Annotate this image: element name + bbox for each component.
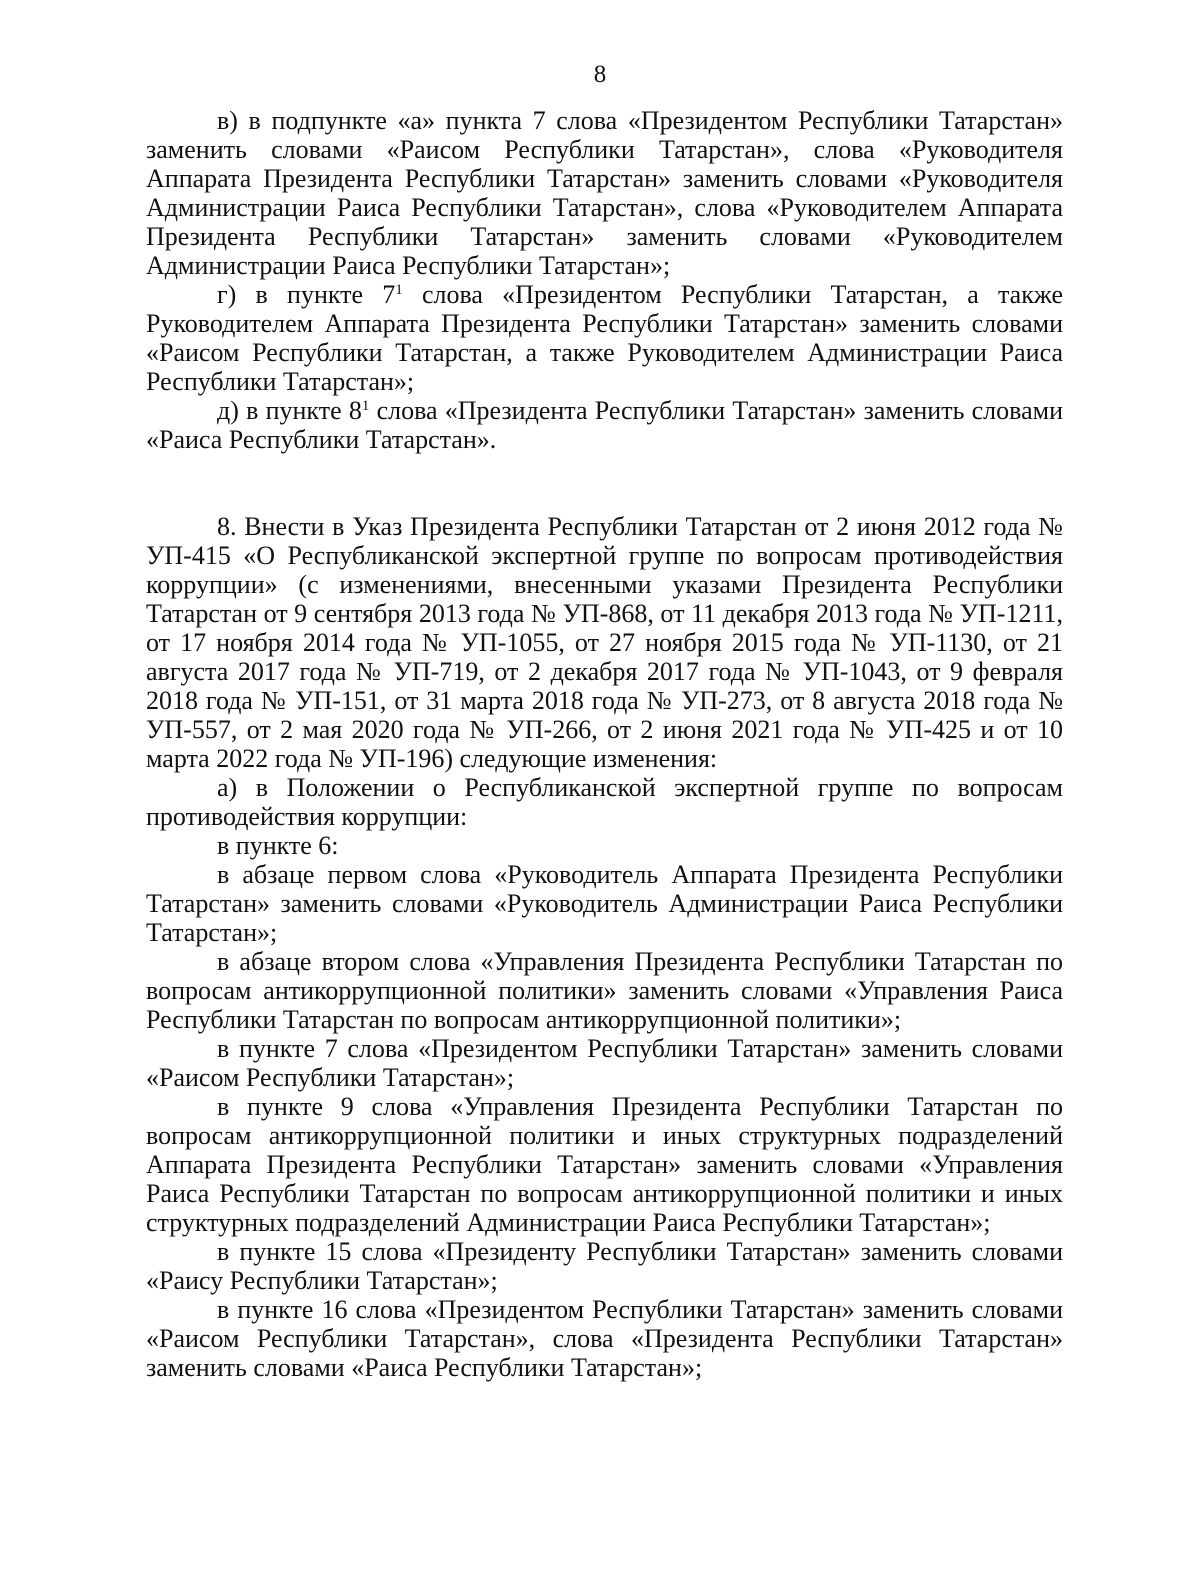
paragraph-d-start: д) в пункте 8: [217, 396, 362, 425]
superscript-mark: 1: [361, 398, 370, 414]
superscript-mark: 1: [395, 282, 403, 298]
document-body: [146, 106, 1063, 1382]
paragraph-item-8: 8. Внести в Указ Президента Республики Татарстан от 2 июня 2012 года № УП-415 «О Республиканской экспертной группе по вопросам противодействия коррупции» (с изменениями, внесенными указами Президента Республики Татарстан от 9 сентября 2013 года № УП-868, от 11 декабря 2013 года № УП-1211, от 17 ноября 2014 года № УП-1055, от 27 ноября 2015 года № УП-1130, от 21 августа 2017 года № УП-719, от 2 декабря 2017 года № УП-1043, от 9 февраля 2018 года № УП-151, от 31 марта 2018 года № УП-273, от 8 августа 2018 года № УП-557, от 2 мая 2020 года № УП-266, от 2 июня 2021 года № УП-425 и от 10 марта 2022 года № УП-196) следующие изменения:: [146, 512, 1063, 773]
paragraph-abzac-1: в абзаце первом слова «Руководитель Аппарата Президента Республики Татарстан» заменить словами «Руководитель Администрации Раиса Республики Татарстан»;: [146, 860, 1063, 947]
paragraph-point-6: в пункте 6:: [217, 831, 339, 860]
paragraph-g: [146, 280, 1063, 396]
section-gap: [146, 454, 1063, 512]
paragraph-g-start: г) в пункте 7: [217, 280, 396, 309]
paragraph-point-15: в пункте 15 слова «Президенту Республики Татарстан» заменить словами «Раису Республики Татарстан»;: [146, 1237, 1063, 1295]
paragraph-point-9: в пункте 9 слова «Управления Президента Республики Татарстан по вопросам антикоррупционной политики и иных структурных подразделений Аппарата Президента Республики Татарстан» заменить словами «Управления Раиса Республики Татарстан по вопросам антикоррупционной политики и иных структурных подразделений Администрации Раиса Республики Татарстан»;: [146, 1092, 1063, 1237]
paragraph-g-rest: слова «Президентом Республики Татарстан, а также Руководителем Аппарата Президента Республики Татарстан» заменить словами «Раисом Республики Татарстан, а также Руководителем Администрации Раиса Республики Татарстан»;: [146, 280, 1063, 396]
paragraph-d-rest: слова «Президента Республики Татарстан» заменить словами «Раиса Республики Татарстан».: [146, 396, 1063, 454]
paragraph-point-16: в пункте 16 слова «Президентом Республики Татарстан» заменить словами «Раисом Республики Татарстан», слова «Президента Республики Татарстан» заменить словами «Раиса Республики Татарстан»;: [146, 1295, 1063, 1382]
page-number: 8: [593, 61, 607, 88]
paragraph-v: в) в подпункте «а» пункта 7 слова «Президентом Республики Татарстан» заменить словами «Раисом Республики Татарстан», слова «Руководителя Аппарата Президента Республики Татарстан» заменить словами «Руководителя Администрации Раиса Республики Татарстан», слова «Руководителем Аппарата Президента Республики Татарстан» заменить словами «Руководителем Администрации Раиса Республики Татарстан»;: [146, 106, 1063, 280]
paragraph-a: а) в Положении о Республиканской экспертной группе по вопросам противодействия коррупции:: [146, 773, 1063, 831]
paragraph-point-7: в пункте 7 слова «Президентом Республики Татарстан» заменить словами «Раисом Республики Татарстан»;: [146, 1034, 1063, 1092]
paragraph-abzac-2: в абзаце втором слова «Управления Президента Республики Татарстан по вопросам антикоррупционной политики» заменить словами «Управления Раиса Республики Татарстан по вопросам антикоррупционной политики»;: [146, 947, 1063, 1034]
paragraph-d: [146, 396, 1063, 454]
